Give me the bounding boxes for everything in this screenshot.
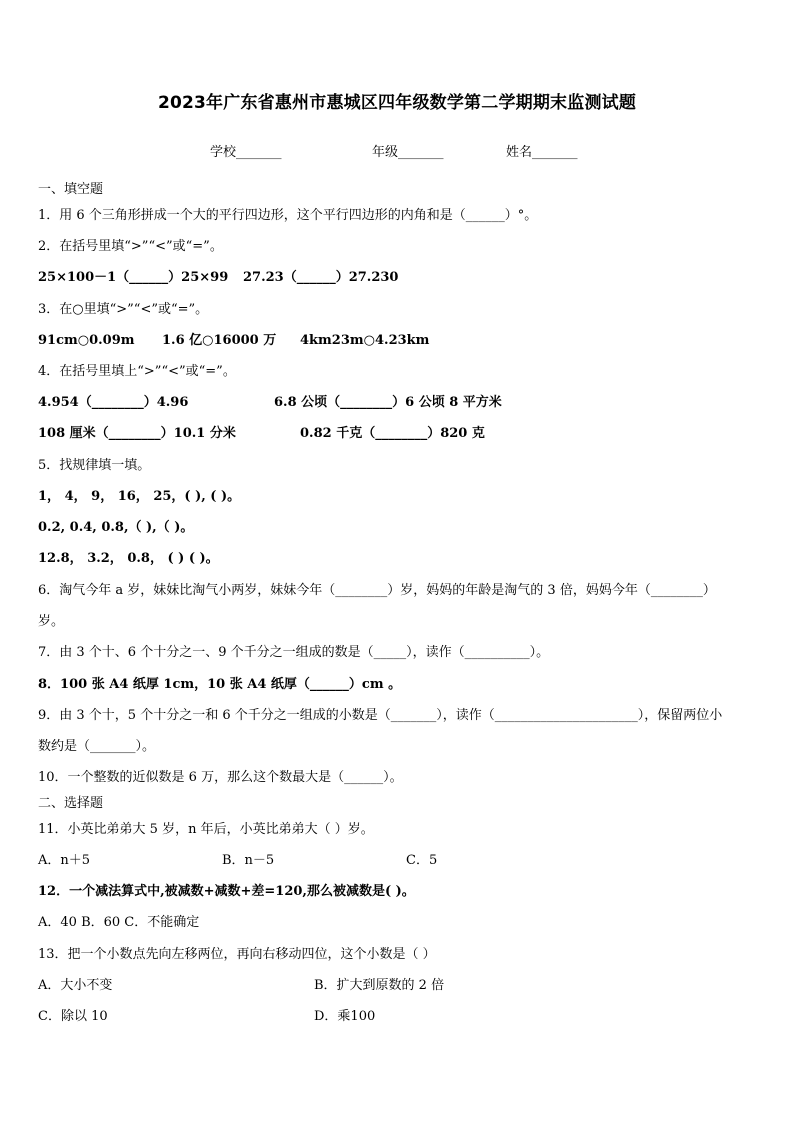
question-9-line-2: 数约是（_______）。: [38, 739, 156, 754]
question-6-line-2: 岁。: [38, 614, 65, 629]
question-11: 11．小英比弟弟大 5 岁，n 年后，小英比弟弟大（ ）岁。: [38, 822, 374, 837]
question-5-item-a: 1， 4， 9， 16， 25，( ), ( )。: [38, 489, 241, 504]
question-5-item-b: 0.2, 0.4, 0.8,（ ),（ )。: [38, 520, 194, 535]
question-4-item-d: 0.82 千克（________）820 克: [300, 426, 485, 441]
question-4-item-a: 4.954（________）4.96: [38, 395, 189, 410]
question-10: 10．一个整数的近似数是 6 万，那么这个数最大是（______）。: [38, 770, 403, 785]
question-4: 4．在括号里填上“>”“<”或“=”。: [38, 364, 236, 379]
school-field: 学校_______: [210, 145, 282, 160]
question-11-option-b: B．n－5: [222, 853, 275, 868]
question-7: 7．由 3 个十、6 个十分之一、9 个千分之一组成的数是（_____），读作（__________）。: [38, 645, 550, 660]
question-8: 8．100 张 A4 纸厚 1cm，10 张 A4 纸厚（______）cm 。: [38, 677, 402, 692]
question-11-option-c: C．5: [406, 853, 438, 868]
question-5: 5．找规律填一填。: [38, 458, 151, 473]
question-6-line-1: 6．淘气今年 a 岁，妹妹比淘气小两岁，妹妹今年（________）岁，妈妈的年龄是淘气的 3 倍，妈妈今年（________）: [38, 583, 716, 598]
question-3: 3．在○里填“>”“<”或“=”。: [38, 302, 209, 317]
question-12-options: A．40 B．60 C．不能确定: [38, 915, 200, 930]
question-13-option-b: B．扩大到原数的 2 倍: [314, 978, 445, 993]
question-2-item-b: 27.23（______）27.230: [243, 270, 399, 285]
question-13-option-d: D．乘100: [314, 1009, 376, 1024]
question-11-option-a: A．n＋5: [38, 853, 91, 868]
page-title: 2023年广东省惠州市惠城区四年级数学第二学期期末监测试题: [157, 93, 637, 113]
question-2: 2．在括号里填“>”“<”或“=”。: [38, 239, 223, 254]
question-5-item-c: 12.8， 3.2， 0.8， ( ) ( )。: [38, 551, 219, 566]
question-1: 1．用 6 个三角形拼成一个大的平行四边形，这个平行四边形的内角和是（______）°。: [38, 208, 538, 223]
question-13-option-c: C．除以 10: [38, 1009, 108, 1024]
question-13: 13．把一个小数点先向左移两位，再向右移动四位，这个小数是（ ）: [38, 947, 436, 962]
section-fill-heading: 一、填空题: [38, 182, 104, 197]
section-choice-heading: 二、选择题: [38, 796, 104, 811]
question-4-item-b: 6.8 公顷（________）6 公顷 8 平方米: [274, 395, 502, 410]
question-9-line-1: 9．由 3 个十，5 个十分之一和 6 个千分之一组成的小数是（_______），读作（______________________），保留两位小: [38, 708, 723, 723]
question-4-item-c: 108 厘米（________）10.1 分米: [38, 426, 236, 441]
question-3-item-b: 1.6 亿○16000 万: [162, 333, 277, 348]
question-3-item-c: 4km23m○4.23km: [300, 333, 430, 348]
question-12: 12．一个减法算式中,被减数+减数+差=120,那么被减数是( )。: [38, 884, 415, 899]
question-13-option-a: A．大小不变: [38, 978, 113, 993]
name-field: 姓名_______: [506, 145, 578, 160]
question-2-item-a: 25×100－1（______）25×99: [38, 270, 229, 285]
question-3-item-a: 91cm○0.09m: [38, 333, 135, 348]
grade-field: 年级_______: [372, 145, 444, 160]
